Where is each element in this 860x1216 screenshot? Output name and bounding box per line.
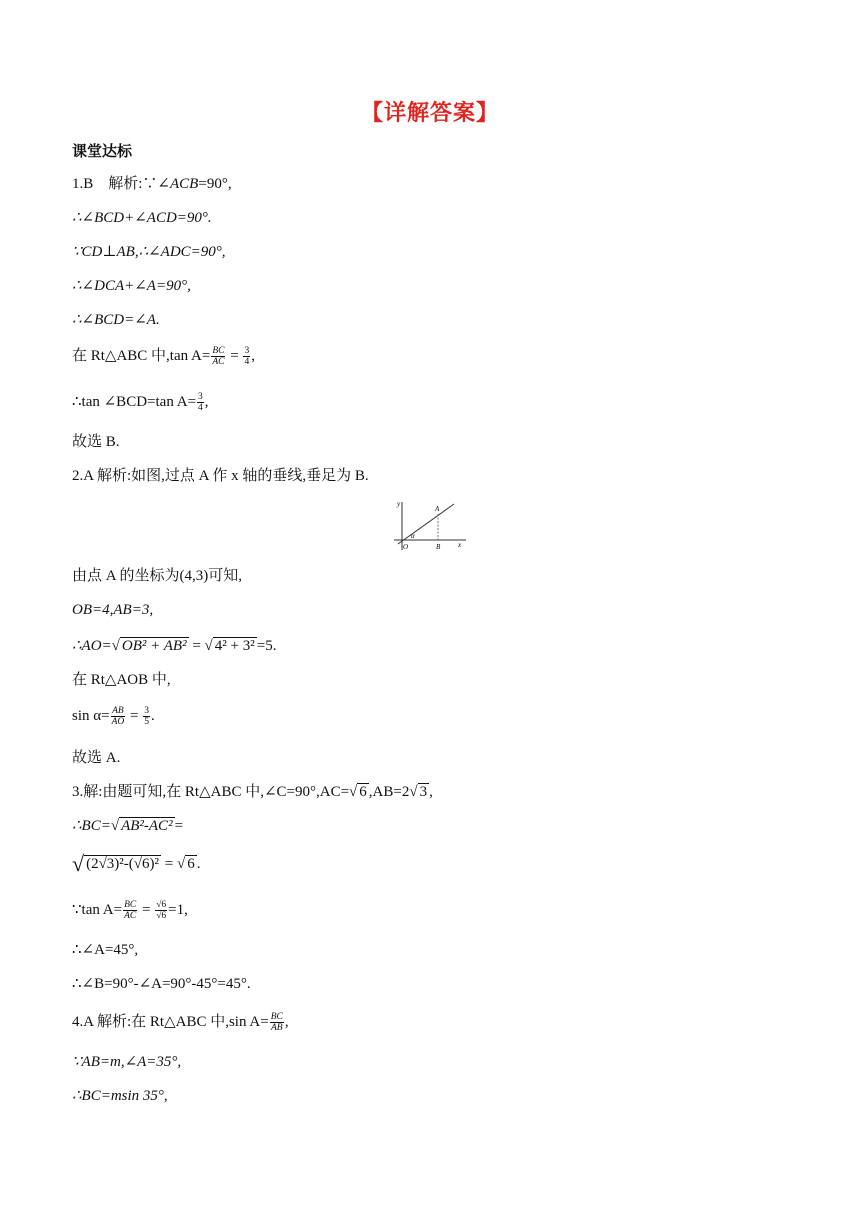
q3-radical-ab-ac: AB²-AC² (121, 818, 173, 834)
ray-oa (398, 504, 454, 544)
q2-fraction-ab-ao: $\frac{AB}{AO}$ (111, 706, 125, 728)
q2-fraction-3-5: $\frac{3}{5}$ (144, 706, 149, 728)
q1-tan-bcd-text: ∴tan ∠BCD=tan A= (72, 394, 197, 410)
q1-line-2: ∴∠BCD+∠ACD=90°. (72, 210, 212, 226)
q3-line-6: ∴∠B=90°-∠A=90°-45°=45°. (72, 976, 251, 992)
q1-tan-text: 在 Rt△ABC 中,tan A= (72, 348, 211, 364)
graph-label-x: x (458, 541, 462, 549)
q4-line-3: ∴BC=msin 35°, (72, 1088, 168, 1104)
graph-label-alpha: α (411, 532, 415, 540)
q2-line-4: ∴AO=√ OB² + AB² = √ 4² + 3² =5. (72, 638, 277, 654)
q4-line-2: ∵AB=m,∠A=35°, (72, 1054, 182, 1070)
q1-line-5: ∴∠BCD=∠A. (72, 312, 160, 328)
graph-label-a: A (435, 505, 440, 513)
q1-angle: ACB (170, 176, 199, 192)
q3-line-4: ∵tan A= $\frac{BC}{AC}$ = $\frac{√6}{√6}$ =1, (72, 900, 188, 922)
coordinate-graph (392, 494, 472, 554)
q1-line-7: ∴tan ∠BCD=tan A= $\frac{3}{4}$ , (72, 392, 209, 414)
graph-label-y: y (397, 500, 401, 508)
q2-radical-2: 4² + 3² (214, 638, 255, 654)
q4-line-1: 4.A 解析:在 Rt△ABC 中,sin A= $\frac{BC}{AB}$ , (72, 1012, 289, 1034)
q3-line-2: ∴BC=√ AB²-AC² = (72, 818, 184, 834)
q1-answer: 1.B (72, 176, 94, 192)
section-heading: 课堂达标 (72, 142, 133, 160)
q2-line-3: OB=4,AB=3, (72, 602, 154, 618)
graph-label-b: B (436, 543, 441, 551)
q3-line-5: ∴∠A=45°, (72, 942, 139, 958)
q1-fraction-bc-ac: $\frac{BC}{AC}$ (212, 346, 225, 368)
q4-fraction-bc-ab: $\frac{BC}{AB}$ (270, 1012, 283, 1034)
q2-line-7: 故选 A. (72, 750, 121, 766)
q2-radical-1: OB² + AB² (121, 638, 187, 654)
q1-line-3: ∵CD⊥AB,∴∠ADC=90°, (72, 244, 226, 260)
q3-line-1: 3.解:由题可知,在 Rt△ABC 中,∠C=90°,AC=√ 6 ,AB=2√ 3 , (72, 784, 433, 800)
q3-line-3: √ (2√3)²-(√6)² = √ 6 . (72, 851, 201, 876)
q3-fraction-bc-ac: $\frac{BC}{AC}$ (124, 900, 137, 922)
q2-line-6: sin α= $\frac{AB}{AO}$ = $\frac{3}{5}$ . (72, 706, 155, 728)
q2-line-2: 由点 A 的坐标为(4,3)可知, (72, 568, 242, 584)
q2-line-1: 2.A 解析:如图,过点 A 作 x 轴的垂线,垂足为 B. (72, 468, 369, 484)
q3-radical-big: (2√3)²-(√6)² (86, 856, 160, 872)
q1-fraction-3-4-b: $\frac{3}{4}$ (198, 392, 203, 414)
q3-fraction-root6: $\frac{√6}{√6}$ (156, 900, 167, 922)
q1-line-1 (72, 174, 232, 194)
q1-fraction-3-4: $\frac{3}{4}$ (244, 346, 250, 368)
q1-angle-value: =90°, (198, 176, 232, 192)
q2-line-5: 在 Rt△AOB 中, (72, 672, 171, 688)
q1-label: 解析:∵∠ (108, 176, 171, 192)
q1-line-6: 在 Rt△ABC 中,tan A= $\frac{BC}{AC}$ = $\frac{3}{4}$ , (72, 346, 255, 368)
q1-line-4: ∴∠DCA+∠A=90°, (72, 278, 191, 294)
graph-label-o: O (403, 543, 409, 551)
q1-line-8: 故选 B. (72, 434, 120, 450)
page-title: 【详解答案】 (360, 101, 499, 126)
